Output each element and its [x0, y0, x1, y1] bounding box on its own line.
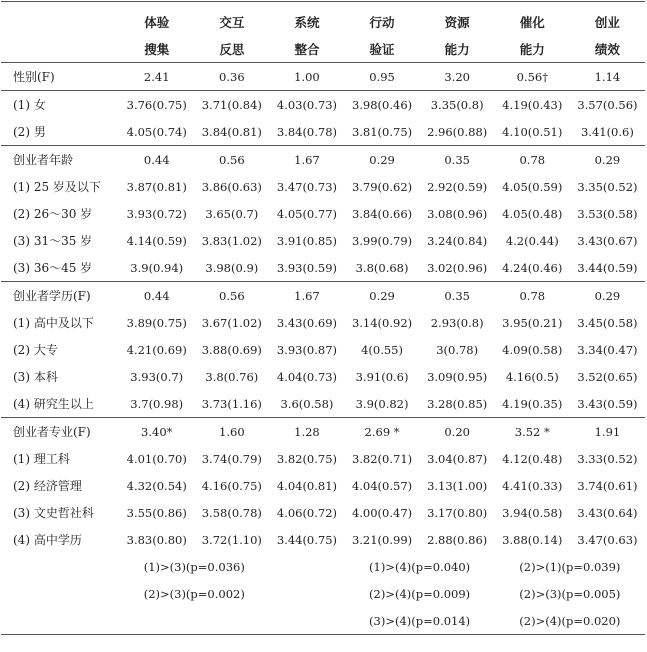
table-cell: 3.33(0.52) [577, 451, 638, 466]
table-cell: 4.04(0.73) [276, 369, 338, 384]
table-cell: 3.93(0.7) [130, 369, 184, 384]
table-cell: 3.24(0.84) [427, 233, 488, 248]
table-cell: 4.19(0.35) [502, 396, 563, 411]
column-header-line1: 系统 [269, 2, 344, 36]
table-cell: 3.88(0.14) [502, 532, 563, 547]
table-cell: 3.82(0.71) [351, 451, 413, 466]
table-cell: 3.7(0.98) [130, 396, 184, 411]
table-cell: 0.56 [194, 146, 269, 174]
table-cell: 3.74(0.79) [201, 451, 262, 466]
table-cell: 3.98(0.9) [205, 260, 259, 275]
column-header-line1: 催化 [495, 2, 570, 36]
posthoc-comparison: (1)>(4)(p=0.040) [369, 559, 471, 574]
table-cell: 4.16(0.75) [201, 478, 262, 493]
table-cell: 1.60 [194, 418, 269, 446]
table-row [1, 227, 645, 254]
table-cell: 3.91(0.6) [355, 369, 409, 384]
row-label: (4) 研究生以上 [13, 397, 94, 411]
table-cell: 3.13(1.00) [427, 478, 488, 493]
table-cell: 0.29 [570, 146, 645, 174]
table-cell: 3.95(0.21) [502, 315, 563, 330]
table-cell: 3.6(0.58) [280, 396, 334, 411]
table-cell: 3.88(0.69) [201, 342, 262, 357]
row-label: (1) 女 [1, 91, 119, 119]
table-cell [269, 553, 344, 580]
table-cell: 2.93(0.8) [430, 315, 484, 330]
table-row [1, 309, 645, 336]
table-cell: 3.67(1.02) [201, 315, 262, 330]
table-cell: 4.16(0.5) [505, 369, 559, 384]
table-cell: 3.43(0.67) [577, 233, 638, 248]
table-cell: 3.40* [119, 418, 194, 446]
row-label: 创业者专业(F) [1, 418, 119, 446]
row-label: (3) 31～35 岁 [13, 234, 93, 248]
table-cell: 3.53(0.58) [577, 206, 638, 221]
table-cell: 3.34(0.47) [577, 342, 638, 357]
table-row [1, 254, 645, 282]
table-cell: 3.87(0.81) [126, 179, 187, 194]
table-cell: 2.92(0.59) [427, 179, 488, 194]
table-row [1, 336, 645, 363]
row-label: (2) 经济管理 [13, 479, 82, 493]
table-cell: 3.93(0.59) [276, 260, 338, 275]
table-row [1, 282, 645, 310]
table-cell: 3.35(0.8) [420, 91, 495, 119]
table-cell: 4.04(0.57) [351, 478, 413, 493]
table-cell: 4.03(0.73) [269, 91, 344, 119]
posthoc-comparison: (2)>(3)(p=0.002) [143, 586, 245, 601]
table-cell: 4.09(0.58) [502, 342, 563, 357]
table-cell: 3.93(0.72) [126, 206, 187, 221]
header-row-2 [1, 35, 645, 63]
table-cell: 3.81(0.75) [351, 124, 413, 139]
table-cell: 4.05(0.77) [276, 206, 338, 221]
table-cell: 0.35 [420, 282, 495, 310]
table-cell: 4.05(0.48) [502, 206, 563, 221]
table-cell: 1.28 [269, 418, 344, 446]
row-label: (2) 男 [13, 125, 46, 139]
table-row [1, 418, 645, 446]
table-cell: 4.05(0.74) [126, 124, 187, 139]
table-cell: 3.83(0.80) [126, 532, 187, 547]
table-cell: 3.14(0.92) [351, 315, 413, 330]
comparison-row [1, 553, 645, 580]
table-cell: 3.52 * [495, 418, 570, 446]
row-label: 创业者年龄 [1, 146, 119, 174]
table-cell: 3.73(1.16) [201, 396, 262, 411]
table-cell: 0.35 [420, 146, 495, 174]
table-cell: 3.41(0.6) [580, 124, 634, 139]
row-label: (3) 文史哲社科 [13, 506, 94, 520]
table-cell: 3.43(0.59) [577, 396, 638, 411]
row-label: (1) 理工科 [13, 452, 70, 466]
table-cell: 0.29 [570, 282, 645, 310]
row-label [1, 553, 119, 580]
column-header-line2: 绩效 [594, 41, 620, 57]
table-cell: 3.91(0.85) [276, 233, 338, 248]
table-cell: 4.10(0.51) [502, 124, 563, 139]
table-cell: 4.32(0.54) [126, 478, 187, 493]
posthoc-comparison: (1)>(3)(p=0.036) [143, 559, 245, 574]
table-cell: 3.89(0.75) [126, 315, 187, 330]
column-header-line2: 验证 [369, 41, 395, 57]
table-cell: 3.71(0.84) [194, 91, 269, 119]
header-corner [1, 2, 119, 36]
table-cell: 4.12(0.48) [502, 451, 563, 466]
table-cell [269, 607, 344, 635]
table-cell: 0.44 [119, 146, 194, 174]
table-cell: 0.56 [194, 282, 269, 310]
table-cell: 2.41 [119, 63, 194, 91]
table-cell: 3.58(0.78) [201, 505, 262, 520]
table-cell: 3.8(0.68) [355, 260, 409, 275]
row-label: (1) 高中及以下 [13, 316, 94, 330]
table-cell: 4.21(0.69) [126, 342, 187, 357]
table-row [1, 173, 645, 200]
table-cell: 1.67 [269, 282, 344, 310]
row-label: (3) 36～45 岁 [13, 261, 93, 275]
table-cell: 0.95 [345, 63, 420, 91]
header-row-1 [1, 2, 645, 36]
table-cell: 0.36 [194, 63, 269, 91]
table-cell: 4.05(0.59) [502, 179, 563, 194]
table-cell: 4.14(0.59) [126, 233, 187, 248]
table-row [1, 91, 645, 119]
table-cell [269, 580, 344, 607]
table-cell: 3.9(0.94) [130, 260, 184, 275]
data-table-page [1, 1, 645, 635]
table-cell: 1.91 [570, 418, 645, 446]
table-row [1, 390, 645, 418]
table-cell: 2.69 * [345, 418, 420, 446]
row-label [1, 607, 119, 635]
table-cell: 4.41(0.33) [502, 478, 563, 493]
table-cell: 0.78 [495, 282, 570, 310]
table-row [1, 363, 645, 390]
table-cell: 1.14 [570, 63, 645, 91]
table-cell: 4.19(0.43) [495, 91, 570, 119]
table-cell: 3.17(0.80) [427, 505, 488, 520]
table-cell: 1.00 [269, 63, 344, 91]
table-cell: 3.52(0.65) [577, 369, 638, 384]
table-cell: 3.74(0.61) [577, 478, 638, 493]
column-header-line2: 整合 [294, 41, 320, 57]
table-cell: 3.09(0.95) [427, 369, 488, 384]
statistics-table [1, 1, 645, 635]
table-cell: 3.43(0.69) [276, 315, 338, 330]
column-header-line2: 反思 [219, 41, 245, 57]
table-row [1, 146, 645, 174]
table-cell: 0.29 [345, 146, 420, 174]
table-cell: 4.04(0.81) [276, 478, 338, 493]
column-header-line1: 创业 [570, 2, 645, 36]
table-cell: 0.44 [119, 282, 194, 310]
column-header-line2: 搜集 [144, 41, 170, 57]
comparison-row [1, 580, 645, 607]
table-cell: 0.56† [495, 63, 570, 91]
table-cell: 3.28(0.85) [427, 396, 488, 411]
table-body [1, 63, 645, 635]
table-cell: 3.20 [420, 63, 495, 91]
table-cell: 3.08(0.96) [427, 206, 488, 221]
table-cell: 3.44(0.59) [577, 260, 638, 275]
table-cell: 3.93(0.87) [276, 342, 338, 357]
table-row [1, 63, 645, 91]
table-cell: 3.8(0.76) [205, 369, 259, 384]
posthoc-comparison: (3)>(4)(p=0.014) [345, 607, 495, 635]
table-row [1, 445, 645, 472]
posthoc-comparison: (2)>(4)(p=0.020) [495, 607, 645, 635]
table-cell: 3.99(0.79) [351, 233, 413, 248]
table-cell: 2.96(0.88) [427, 124, 488, 139]
row-label: (2) 26～30 岁 [13, 207, 93, 221]
row-label: (4) 高中学历 [13, 533, 82, 547]
table-row [1, 118, 645, 146]
row-label: 性别(F) [1, 63, 119, 91]
table-cell: 3.02(0.96) [427, 260, 488, 275]
table-cell: 2.88(0.86) [427, 532, 488, 547]
row-label [1, 580, 119, 607]
table-cell: 0.78 [495, 146, 570, 174]
column-header-line2: 能力 [519, 41, 545, 57]
posthoc-comparison: (2)>(3)(p=0.005) [519, 586, 621, 601]
header-corner [1, 35, 119, 63]
table-row [1, 526, 645, 553]
row-label: 创业者学历(F) [1, 282, 119, 310]
row-label: (3) 本科 [13, 370, 58, 384]
column-header-line1: 资源 [420, 2, 495, 36]
table-cell: 3.84(0.66) [351, 206, 413, 221]
column-header-line2: 能力 [444, 41, 470, 57]
table-cell: 3.9(0.82) [355, 396, 409, 411]
table-cell: 4.00(0.47) [351, 505, 413, 520]
table-row [1, 472, 645, 499]
posthoc-comparison: (2)>(4)(p=0.009) [369, 586, 471, 601]
table-cell: 3.45(0.58) [577, 315, 638, 330]
row-label: (2) 大专 [13, 343, 58, 357]
table-cell: 3.76(0.75) [119, 91, 194, 119]
table-cell: 3.65(0.7) [205, 206, 259, 221]
table-cell: 3.82(0.75) [276, 451, 338, 466]
table-cell: 4.2(0.44) [505, 233, 559, 248]
posthoc-comparison: (2)>(1)(p=0.039) [519, 559, 621, 574]
column-header-line1: 行动 [345, 2, 420, 36]
table-cell: 0.29 [345, 282, 420, 310]
column-header-line1: 交互 [194, 2, 269, 36]
table-cell: 3.35(0.52) [577, 179, 638, 194]
comparison-row [1, 607, 645, 635]
table-cell: 3.94(0.58) [502, 505, 563, 520]
table-cell: 3.84(0.78) [276, 124, 338, 139]
table-cell: 4(0.55) [361, 342, 403, 357]
table-cell: 3.47(0.63) [577, 532, 638, 547]
table-cell: 3.72(1.10) [201, 532, 262, 547]
table-cell: 3.86(0.63) [201, 179, 262, 194]
table-cell: 3.57(0.56) [570, 91, 645, 119]
table-cell: 3.84(0.81) [201, 124, 262, 139]
table-cell: 3.55(0.86) [126, 505, 187, 520]
table-cell: 1.67 [269, 146, 344, 174]
table-cell: 3(0.78) [436, 342, 479, 357]
table-row [1, 499, 645, 526]
table-cell: 3.44(0.75) [276, 532, 338, 547]
table-cell: 3.47(0.73) [276, 179, 338, 194]
column-header-line1: 体验 [119, 2, 194, 36]
table-cell: 4.06(0.72) [276, 505, 338, 520]
table-cell: 3.83(1.02) [201, 233, 262, 248]
table-cell: 3.21(0.99) [351, 532, 413, 547]
table-cell: 4.24(0.46) [502, 260, 563, 275]
table-cell: 3.98(0.46) [345, 91, 420, 119]
table-row [1, 200, 645, 227]
table-cell: 4.01(0.70) [126, 451, 187, 466]
posthoc-comparison [119, 607, 269, 635]
table-cell: 3.43(0.64) [577, 505, 638, 520]
table-cell: 3.79(0.62) [351, 179, 413, 194]
table-cell: 0.20 [420, 418, 495, 446]
row-label: (1) 25 岁及以下 [13, 180, 101, 194]
table-cell: 3.04(0.87) [427, 451, 488, 466]
